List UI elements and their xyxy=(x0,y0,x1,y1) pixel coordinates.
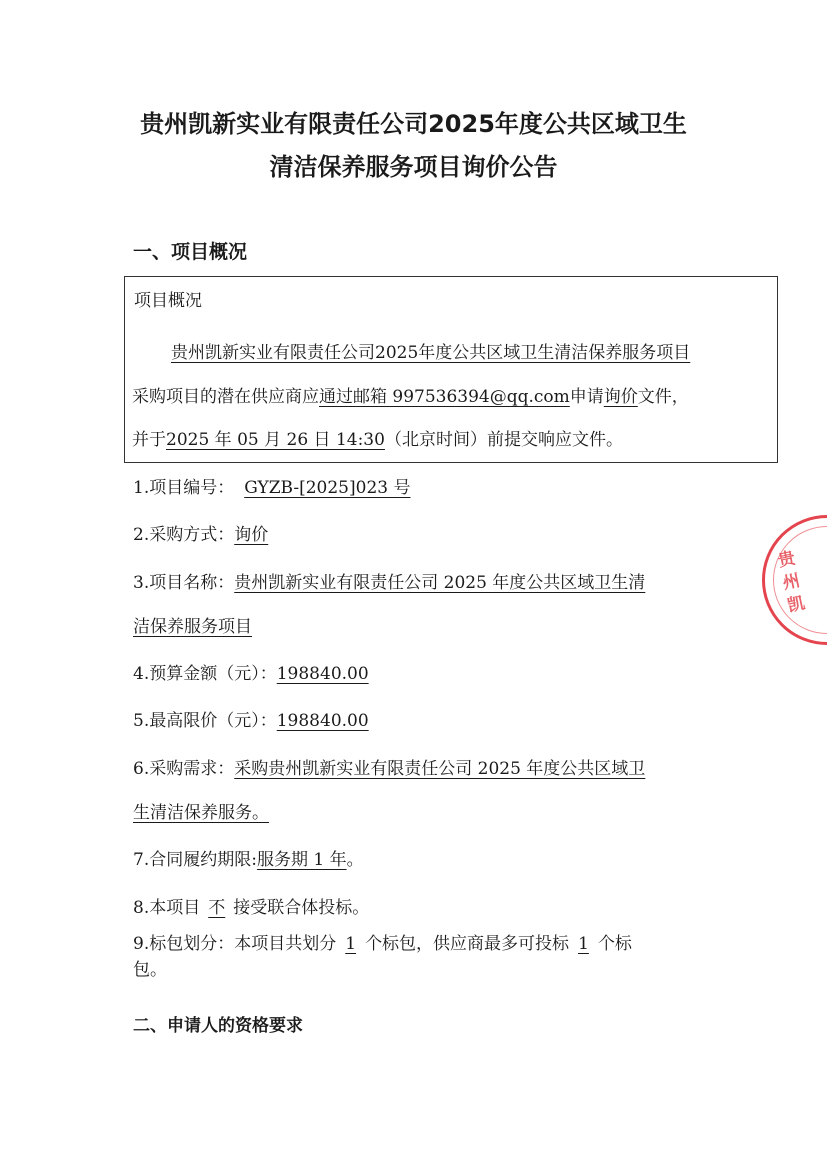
item-project-name xyxy=(133,575,645,592)
item-max-price xyxy=(133,713,369,730)
item-8-suffix: 接受联合体投标。 xyxy=(233,898,370,918)
item-5-label: 5.最高限价（元）： xyxy=(133,711,277,731)
box-line-deadline xyxy=(132,432,623,449)
item-2-label: 2.采购方式： xyxy=(133,525,235,545)
item-7-label: 7.合同履约期限: xyxy=(133,850,257,870)
inquiry-word: 询价 xyxy=(603,387,638,407)
box-line-email xyxy=(132,389,689,406)
item-6-value-line-1: 采购贵州凯新实业有限责任公司 2025 年度公共区域卫 xyxy=(234,759,646,779)
item-8-value: 不 xyxy=(208,898,226,918)
section-heading-project-overview: 一、项目概况 xyxy=(133,241,248,263)
item-7-end: 。 xyxy=(346,850,364,870)
email-address: 通过邮箱 997536394@qq.com xyxy=(319,387,570,407)
item-procurement-need xyxy=(133,761,645,778)
item-9-mid: 个标包，供应商最多可投标 xyxy=(365,934,570,954)
item-6-value-line-2: 生清洁保养服务。 xyxy=(133,803,269,823)
item-3-value-line-2: 洁保养服务项目 xyxy=(133,617,252,637)
item-2-value: 询价 xyxy=(234,525,269,545)
item-8-prefix: 8.本项目 xyxy=(133,898,201,918)
box-label: 项目概况 xyxy=(134,291,202,311)
item-6-label: 6.采购需求： xyxy=(133,759,235,779)
item-9-line-2: 包。 xyxy=(133,960,167,980)
box-line-email-suffix: 文件， xyxy=(637,387,689,407)
item-3-value-line-1: 贵州凯新实业有限责任公司 2025 年度公共区域卫生清 xyxy=(234,573,646,593)
item-9-suffix: 个标 xyxy=(597,934,632,954)
item-lot-division xyxy=(133,936,632,953)
box-line-email-prefix: 采购项目的潜在供应商应 xyxy=(132,387,319,407)
seal-text: 贵州凯 xyxy=(776,548,807,617)
item-4-label: 4.预算金额（元）： xyxy=(133,664,277,684)
item-9-prefix: 9.标包划分：本项目共划分 xyxy=(133,934,337,954)
item-3-label: 3.项目名称： xyxy=(133,573,235,593)
official-seal-stamp xyxy=(762,515,827,645)
item-budget xyxy=(133,666,369,683)
document-title-line-2: 清洁保养服务项目询价公告 xyxy=(269,153,558,181)
item-7-value: 服务期 1 年 xyxy=(256,850,347,870)
box-line-email-mid: 申请 xyxy=(569,387,604,407)
item-procurement-method xyxy=(133,527,268,544)
item-1-label: 1.项目编号： xyxy=(133,478,235,498)
deadline-date: 2025 年 05 月 26 日 14:30 xyxy=(166,430,385,450)
document-title-line-1: 贵州凯新实业有限责任公司2025年度公共区域卫生 xyxy=(140,110,687,138)
item-1-value: GYZB-[2025]023 号 xyxy=(244,478,411,498)
project-overview-box xyxy=(124,276,778,463)
item-project-number xyxy=(133,480,436,497)
item-9-max-bid: 1 xyxy=(578,934,589,954)
section-heading-qualification: 二、申请人的资格要求 xyxy=(133,1016,303,1036)
item-5-value: 198840.00 xyxy=(276,711,369,731)
item-9-lot-count: 1 xyxy=(345,934,357,954)
item-6-line-2 xyxy=(133,805,281,822)
item-contract-period xyxy=(133,852,364,869)
item-consortium xyxy=(133,900,369,917)
box-line-deadline-suffix: （北京时间）前提交响应文件。 xyxy=(384,430,623,450)
box-line-deadline-prefix: 并于 xyxy=(132,430,166,450)
box-project-name: 贵州凯新实业有限责任公司2025年度公共区域卫生清洁保养服务项目 xyxy=(171,343,691,363)
item-4-value: 198840.00 xyxy=(276,664,369,684)
